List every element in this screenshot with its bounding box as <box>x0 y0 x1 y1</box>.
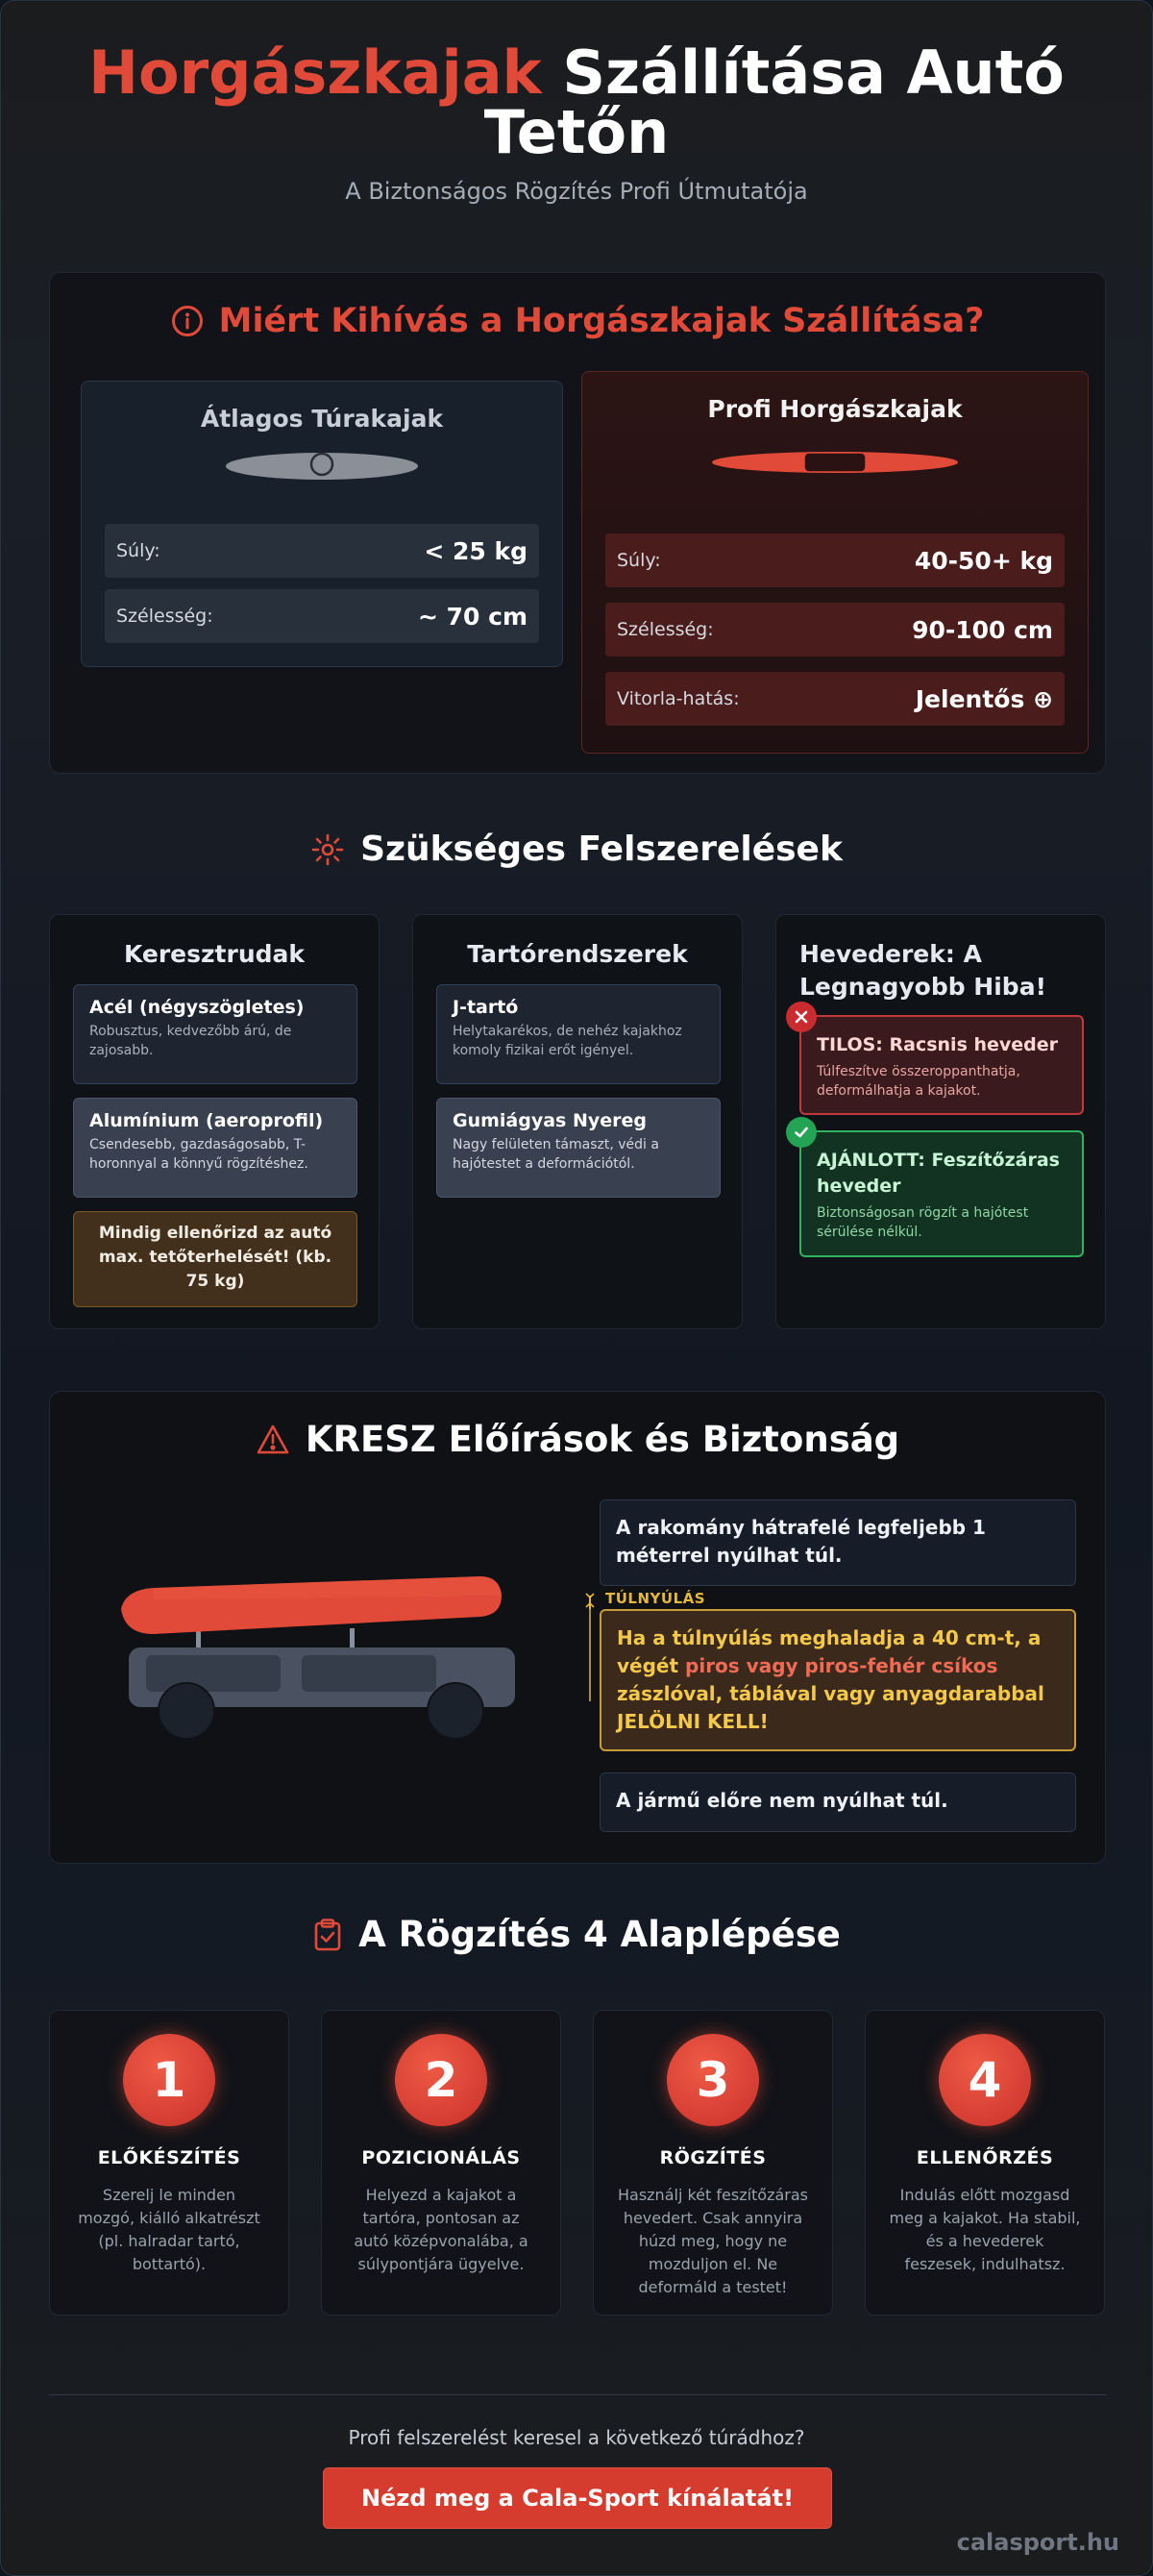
average-width-row <box>105 589 539 643</box>
warning-text: Mindig ellenőrizd az autó max. tetőterhelését! (kb. 75 kg) <box>98 1224 332 1291</box>
stat-value: 40-50+ kg <box>914 546 1053 575</box>
check-icon <box>786 1117 817 1148</box>
overhang-label: TÚLNYÚLÁS <box>605 1590 706 1607</box>
carriers-title: Tartórendszerek <box>467 940 688 968</box>
equipment-heading <box>1 830 1152 869</box>
equipment-heading-text: Szükséges Felszerelések <box>360 830 843 869</box>
step-number: 3 <box>667 2034 759 2126</box>
strap-desc: Biztonságosan rögzít a hajótest sérülése nélkül. <box>817 1205 1029 1240</box>
info-circle-icon <box>171 305 204 337</box>
stat-value: 90-100 cm <box>912 615 1053 644</box>
step-card-1 <box>49 2010 289 2316</box>
marking-rule-highlight: piros vagy piros-fehér csíkos <box>685 1654 998 1677</box>
crossbars-card <box>49 914 380 1329</box>
step-desc: Indulás előtt mozgasd meg a kajakot. Ha stabil, és a hevederek feszesek, indulhatsz. <box>889 2186 1081 2273</box>
carriers-card <box>412 914 743 1329</box>
roof-load-warning <box>73 1211 357 1307</box>
average-kayak-card <box>81 381 563 667</box>
saddle-item <box>436 1098 721 1198</box>
aluminium-crossbar-item <box>73 1098 357 1198</box>
step-title: ELLENŐRZÉS <box>916 2147 1054 2168</box>
average-weight-row <box>105 524 539 578</box>
strap-name: TILOS: Racsnis heveder <box>817 1034 1059 1055</box>
item-desc: Nagy felületen támaszt, védi a hajótestet a deformációtól. <box>453 1137 659 1172</box>
steps-heading <box>1 1914 1152 1955</box>
front-overhang-rule: A jármű előre nem nyúlhat túl. <box>600 1772 1076 1832</box>
why-section <box>49 272 1106 774</box>
title-accent: Horgászkajak <box>88 37 542 108</box>
marking-rule-part: zászlóval, táblával vagy anyagdarabbal JELÖLNI KELL! <box>617 1682 1044 1733</box>
why-heading <box>50 302 1105 340</box>
clipboard-check-icon <box>312 1918 343 1952</box>
kresz-heading-text: KRESZ Előírások és Biztonság <box>305 1419 900 1460</box>
step-number: 1 <box>123 2034 215 2126</box>
stat-label: Szélesség: <box>617 619 714 640</box>
step-title: ELŐKÉSZÍTÉS <box>97 2147 241 2168</box>
item-name: Gumiágyas Nyereg <box>453 1110 648 1131</box>
hero-header <box>1 1 1152 205</box>
pro-sail-effect-row <box>605 672 1065 726</box>
car-with-kayak-illustration <box>115 1571 706 1767</box>
straps-title: Hevederek: A Legnagyobb Hiba! <box>799 940 1046 1001</box>
steel-crossbar-item <box>73 984 357 1084</box>
step-desc: Helyezd a kajakot a tartóra, pontosan az autó középvonalába, a súlypontjára ügyelve. <box>354 2186 528 2273</box>
ratchet-strap-warning <box>799 1015 1084 1115</box>
gear-sparkle-icon <box>310 832 345 867</box>
page-subtitle: A Biztonságos Rögzítés Profi Útmutatója <box>345 178 808 205</box>
stat-label: Vitorla-hatás: <box>617 688 740 709</box>
pro-kayak-title: Profi Horgászkajak <box>707 395 963 423</box>
pro-width-row <box>605 603 1065 656</box>
shop-cta-button[interactable]: Nézd meg a Cala-Sport kínálatát! <box>323 2467 832 2529</box>
cam-strap-recommendation <box>799 1130 1084 1257</box>
kresz-section <box>49 1391 1106 1864</box>
marking-rule <box>600 1609 1076 1751</box>
page-title <box>67 37 1086 167</box>
pro-kayak-card <box>581 371 1089 754</box>
step-number: 4 <box>939 2034 1031 2126</box>
marking-rule-part: Ha a túlnyúlás meghaladja a 40 cm-t, a végét <box>617 1626 1042 1677</box>
straps-card <box>775 914 1106 1329</box>
step-card-3 <box>593 2010 833 2316</box>
pro-weight-row <box>605 533 1065 587</box>
item-desc: Robusztus, kedvezőbb árú, de zajosabb. <box>89 1024 292 1058</box>
item-desc: Helytakarékos, de nehéz kajakhoz komoly fizikai erőt igényel. <box>453 1024 682 1058</box>
step-title: POZICIONÁLÁS <box>361 2147 521 2168</box>
stat-value: ~ 70 cm <box>417 602 527 631</box>
item-name: Alumínium (aeroprofil) <box>89 1110 324 1131</box>
close-icon <box>786 1002 817 1032</box>
pro-kayak-icon <box>582 448 1088 477</box>
rear-overhang-rule: A rakomány hátrafelé legfeljebb 1 méterrel nyúlhat túl. <box>600 1499 1076 1586</box>
stat-label: Súly: <box>116 540 160 561</box>
warning-triangle-icon <box>256 1424 290 1456</box>
kresz-heading <box>50 1419 1105 1460</box>
item-desc: Csendesebb, gazdaságosabb, T-horonnyal a könnyű rögzítéshez. <box>89 1137 308 1172</box>
step-desc: Használj két feszítőzáras hevedert. Csak annyira húzd meg, hogy ne mozduljon el. Ne deformáld a testet! <box>617 2186 809 2296</box>
footer-question: Profi felszerelést keresel a következő túrádhoz? <box>348 2426 805 2449</box>
why-heading-text: Miért Kihívás a Horgászkajak Szállítása? <box>218 302 985 340</box>
item-name: J-tartó <box>453 997 519 1018</box>
steps-heading-text: A Rögzítés 4 Alaplépése <box>358 1914 841 1955</box>
step-card-4 <box>865 2010 1105 2316</box>
step-card-2 <box>321 2010 561 2316</box>
title-rest: Szállítása Autó Tetőn <box>483 37 1065 167</box>
strap-desc: Túlfeszítve összeroppanthatja, deformálhatja a kajakot. <box>817 1064 1020 1099</box>
strap-name: AJÁNLOTT: Feszítőzáras heveder <box>817 1150 1060 1197</box>
stat-value: Jelentős ⊕ <box>915 684 1053 713</box>
average-kayak-icon <box>82 450 562 483</box>
brand-url: calasport.hu <box>956 2529 1119 2556</box>
j-cradle-item <box>436 984 721 1084</box>
footer-divider <box>49 2394 1106 2395</box>
step-desc: Szerelj le minden mozgó, kiálló alkatrészt (pl. halradar tartó, bottartó). <box>78 2186 260 2273</box>
step-title: RÖGZÍTÉS <box>659 2147 767 2168</box>
item-name: Acél (négyszögletes) <box>89 997 305 1018</box>
stat-value: < 25 kg <box>424 536 527 565</box>
crossbars-title: Keresztrudak <box>123 940 306 968</box>
step-number: 2 <box>395 2034 487 2126</box>
stat-label: Szélesség: <box>116 606 213 627</box>
stat-label: Súly: <box>617 550 661 571</box>
average-kayak-title: Átlagos Túrakajak <box>200 405 444 433</box>
